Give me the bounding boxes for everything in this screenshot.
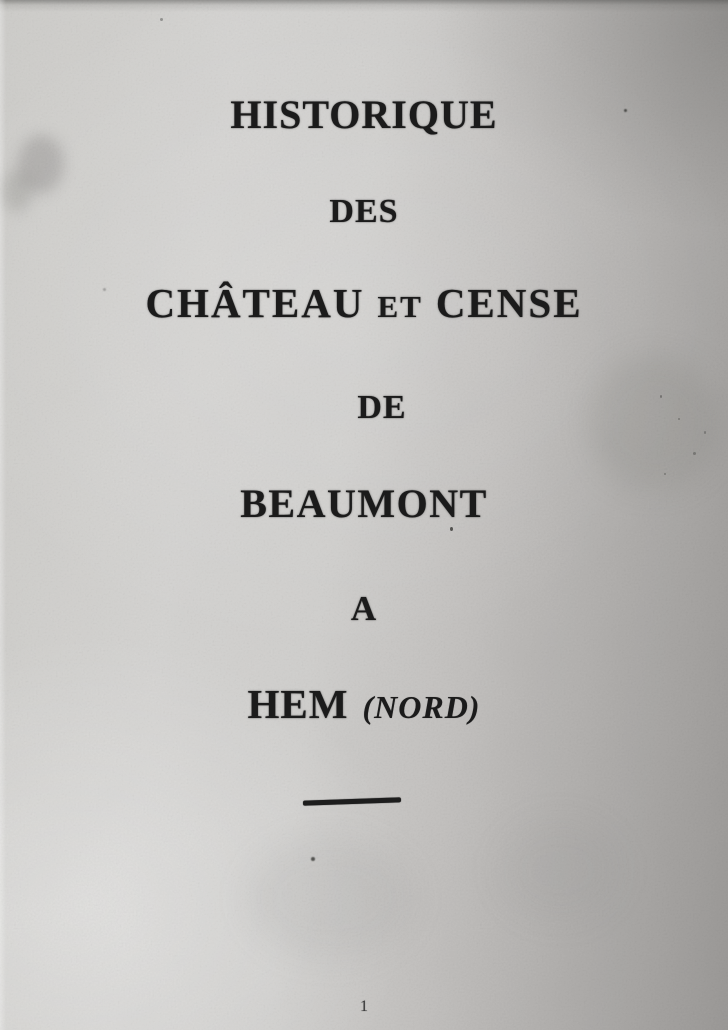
horizontal-rule (303, 797, 401, 805)
ink-speck (450, 527, 453, 531)
title-line-a: A (350, 589, 378, 628)
word-nord: (NORD) (362, 689, 481, 725)
word-hem: HEM (247, 681, 349, 727)
paper-stain (248, 838, 413, 958)
word-et: ET (377, 289, 423, 324)
paper-stain (500, 820, 620, 920)
title-line-des: DES (329, 193, 399, 230)
title-line-hem-nord (0, 681, 728, 727)
page-number: 1 (360, 998, 368, 1015)
title-line-beaumont: BEAUMONT (240, 481, 488, 526)
word-cense: CENSE (435, 280, 583, 326)
ink-speck (160, 18, 163, 21)
ink-speck (704, 431, 706, 434)
title-line-chateau-et-cense (0, 280, 728, 326)
ink-speck (664, 473, 666, 475)
title-line-de: DE (357, 389, 407, 426)
ink-speck (693, 452, 696, 455)
word-chateau: CHÂTEAU (145, 280, 365, 326)
ink-speck (311, 857, 315, 861)
title-line-historique: HISTORIQUE (230, 92, 498, 137)
paper-stain (18, 135, 64, 193)
